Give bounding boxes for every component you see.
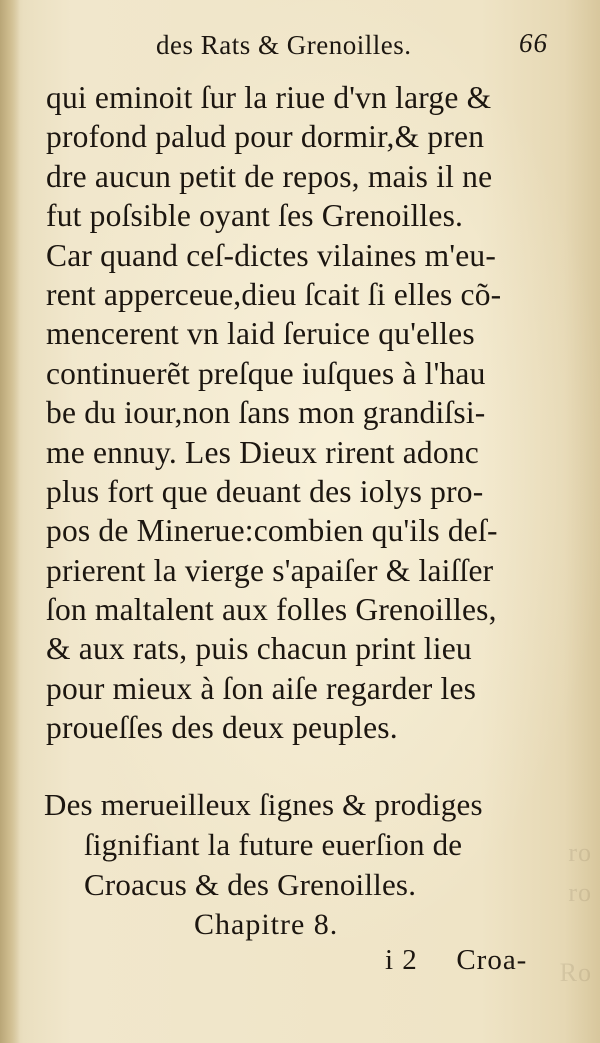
page-header: [0, 30, 600, 64]
text-line: dre aucun petit de repos, mais il ne: [46, 158, 493, 194]
signature-mark: i 2: [385, 944, 418, 976]
chapter-heading: [44, 785, 564, 905]
binding-gutter: [0, 0, 20, 1043]
text-line: prierent la vierge s'apaiſer & laiſſer: [46, 552, 494, 588]
text-line: rent apperceue,dieu ſcait ſi elles cõ-: [46, 276, 502, 312]
text-line: pour mieux à ſon aiſe regarder les: [46, 670, 477, 706]
text-line: plus fort que deuant des iolys pro-: [46, 473, 484, 509]
text-line: continuerẽt preſque iuſques à l'hau: [46, 355, 486, 391]
text-line: profond palud pour dormir,& pren: [46, 119, 485, 155]
heading-line: Des merueilleux ſignes & prodiges: [44, 787, 483, 822]
footer-line: [385, 944, 527, 977]
bleed-through-mark: ro: [568, 838, 592, 867]
catchword: Croa-: [456, 944, 528, 976]
text-line: me ennuy. Les Dieux rirent adonc: [46, 434, 479, 470]
text-line: fut poſsible oyant ſes Grenoilles.: [46, 198, 464, 234]
bleed-through-mark: Ro: [559, 958, 592, 987]
text-line: qui eminoit ſur la riue d'vn large &: [46, 80, 492, 115]
page-number: 66: [519, 28, 548, 58]
text-line: pos de Minerue:combien qu'ils deſ-: [46, 513, 498, 549]
text-line: Car quand ceſ-dictes vilaines m'eu-: [46, 237, 497, 273]
running-head: des Rats & Grenoilles.: [156, 30, 412, 60]
heading-line: Croacus & des Grenoilles.: [84, 867, 417, 902]
text-line: mencerent vn laid ſeruice qu'elles: [46, 316, 475, 352]
text-line: ſon maltalent aux folles Grenoilles,: [46, 592, 497, 628]
chapter-label: Chapitre 8.: [194, 908, 339, 941]
text-line: be du iour,non ſans mon grandiſsi-: [46, 395, 486, 431]
body-text: [46, 78, 566, 748]
bleed-through-mark: ro: [568, 878, 592, 907]
text-line: & aux rats, puis chacun print lieu: [46, 631, 472, 667]
text-line: proueſſes des deux peuples.: [46, 710, 398, 746]
heading-line: ſignifiant la future euerſion de: [84, 827, 463, 862]
